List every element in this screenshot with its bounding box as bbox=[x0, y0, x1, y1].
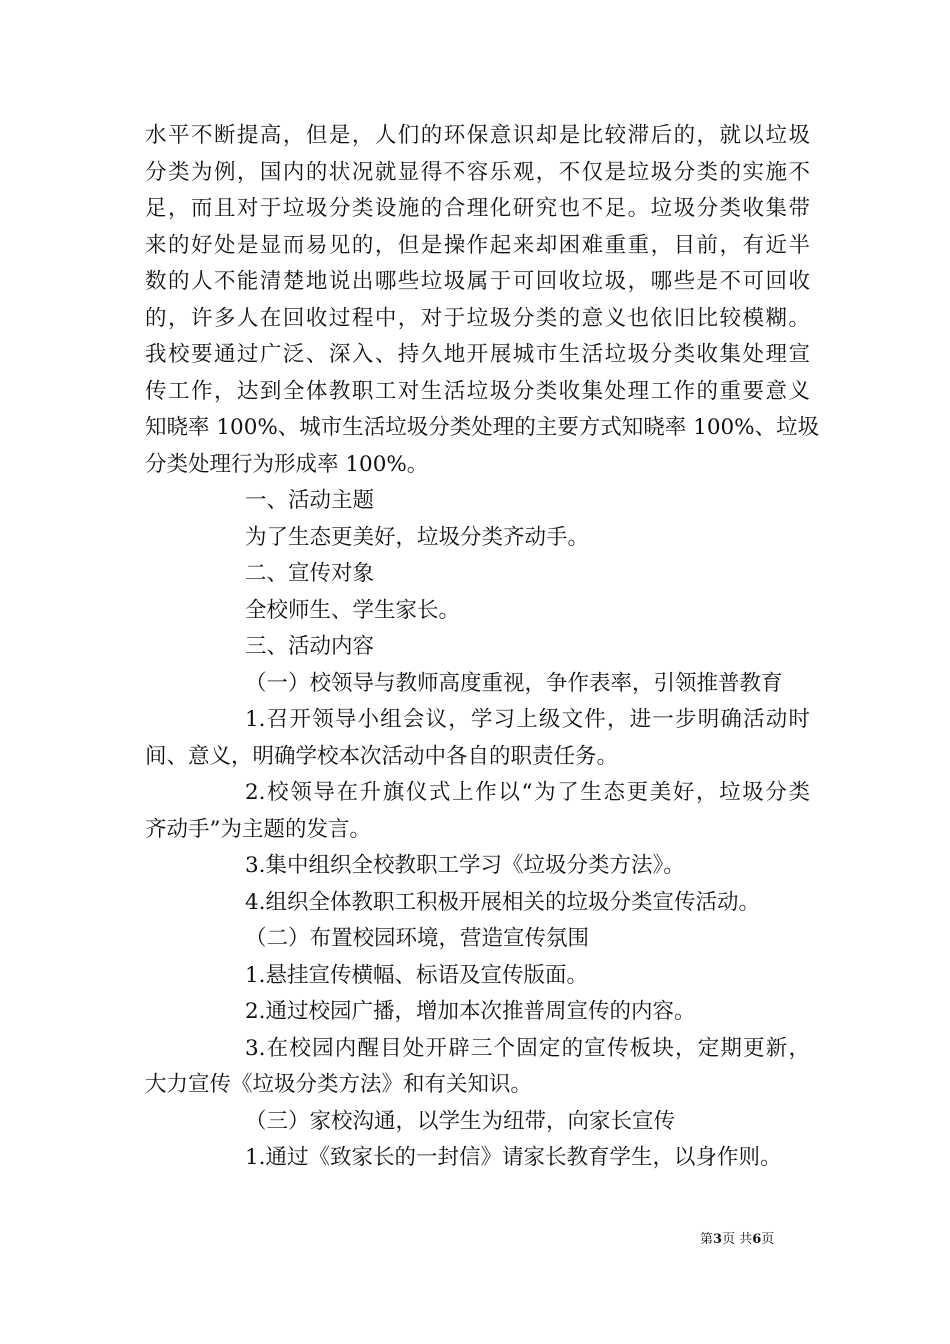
list-item: 3.在校园内醒目处开辟三个固定的宣传板块，定期更新， bbox=[245, 1035, 810, 1061]
paragraph-line: 知晓率 100%、城市生活垃圾分类处理的主要方式知晓率 100%、垃圾 bbox=[145, 415, 820, 440]
paragraph-line: 传工作，达到全体教职工对生活垃圾分类收集处理工作的重要意义 bbox=[145, 378, 810, 404]
paragraph-line: 为了生态更美好，垃圾分类齐动手。 bbox=[245, 524, 590, 550]
section-heading: 一、活动主题 bbox=[245, 488, 375, 513]
current-page-number: 3 bbox=[713, 1232, 723, 1247]
paragraph-line: 我校要通过广泛、深入、持久地开展城市生活垃圾分类收集处理宣 bbox=[145, 342, 810, 367]
paragraph-line: 足，而且对于垃圾分类设施的合理化研究也不足。垃圾分类收集带 bbox=[145, 196, 810, 221]
list-item: 1.召开领导小组会议，学习上级文件，进一步明确活动时 bbox=[245, 707, 810, 732]
list-item: 1.通过《致家长的一封信》请家长教育学生，以身作则。 bbox=[245, 1145, 782, 1170]
list-item-continuation: 齐动手”为主题的发言。 bbox=[145, 816, 371, 842]
paragraph-line: 数的人不能清楚地说出哪些垃圾属于可回收垃圾，哪些是不可回收 bbox=[145, 269, 810, 294]
document-body bbox=[145, 118, 820, 1177]
section-heading: 二、宣传对象 bbox=[245, 561, 375, 586]
footer-prefix: 第 bbox=[700, 1232, 714, 1247]
total-page-number: 6 bbox=[752, 1232, 762, 1247]
list-item-continuation: 大力宣传《垃圾分类方法》和有关知识。 bbox=[145, 1072, 533, 1097]
paragraph-line: 的，许多人在回收过程中，对于垃圾分类的意义也依旧比较模糊。 bbox=[145, 305, 810, 331]
paragraph-line: 全校师生、学生家长。 bbox=[245, 597, 461, 623]
footer-suffix: 页 bbox=[761, 1232, 775, 1247]
list-item: 2.通过校园广播，增加本次推普周宣传的内容。 bbox=[245, 999, 696, 1024]
list-item: 3.集中组织全校教职工学习《垃圾分类方法》。 bbox=[245, 853, 685, 878]
paragraph-line: 分类为例，国内的状况就显得不容乐观，不仅是垃圾分类的实施不 bbox=[145, 159, 810, 185]
list-item-continuation: 间、意义，明确学校本次活动中各自的职责任务。 bbox=[145, 743, 619, 769]
section-heading: 三、活动内容 bbox=[245, 634, 375, 659]
list-item: 2.校领导在升旗仪式上作以“为了生态更美好，垃圾分类 bbox=[245, 780, 810, 805]
paragraph-line: 来的好处是显而易见的，但是操作起来却困难重重，目前，有近半 bbox=[145, 232, 810, 258]
subsection-heading: （一）校领导与教师高度重视，争作表率，引领推普教育 bbox=[245, 670, 783, 696]
list-item: 1.悬挂宣传横幅、标语及宣传版面。 bbox=[245, 962, 589, 988]
subsection-heading: （三）家校沟通，以学生为纽带，向家长宣传 bbox=[245, 1108, 676, 1134]
footer-middle: 页 共 bbox=[722, 1232, 753, 1247]
paragraph-line: 分类处理行为形成率 100%。 bbox=[145, 451, 429, 477]
paragraph-line: 水平不断提高，但是，人们的环保意识却是比较滞后的，就以垃圾 bbox=[145, 123, 810, 148]
subsection-heading: （二）布置校园环境，营造宣传氛围 bbox=[245, 926, 590, 951]
list-item: 4.组织全体教职工积极开展相关的垃圾分类宣传活动。 bbox=[245, 889, 761, 915]
page-number-footer bbox=[700, 1231, 820, 1249]
